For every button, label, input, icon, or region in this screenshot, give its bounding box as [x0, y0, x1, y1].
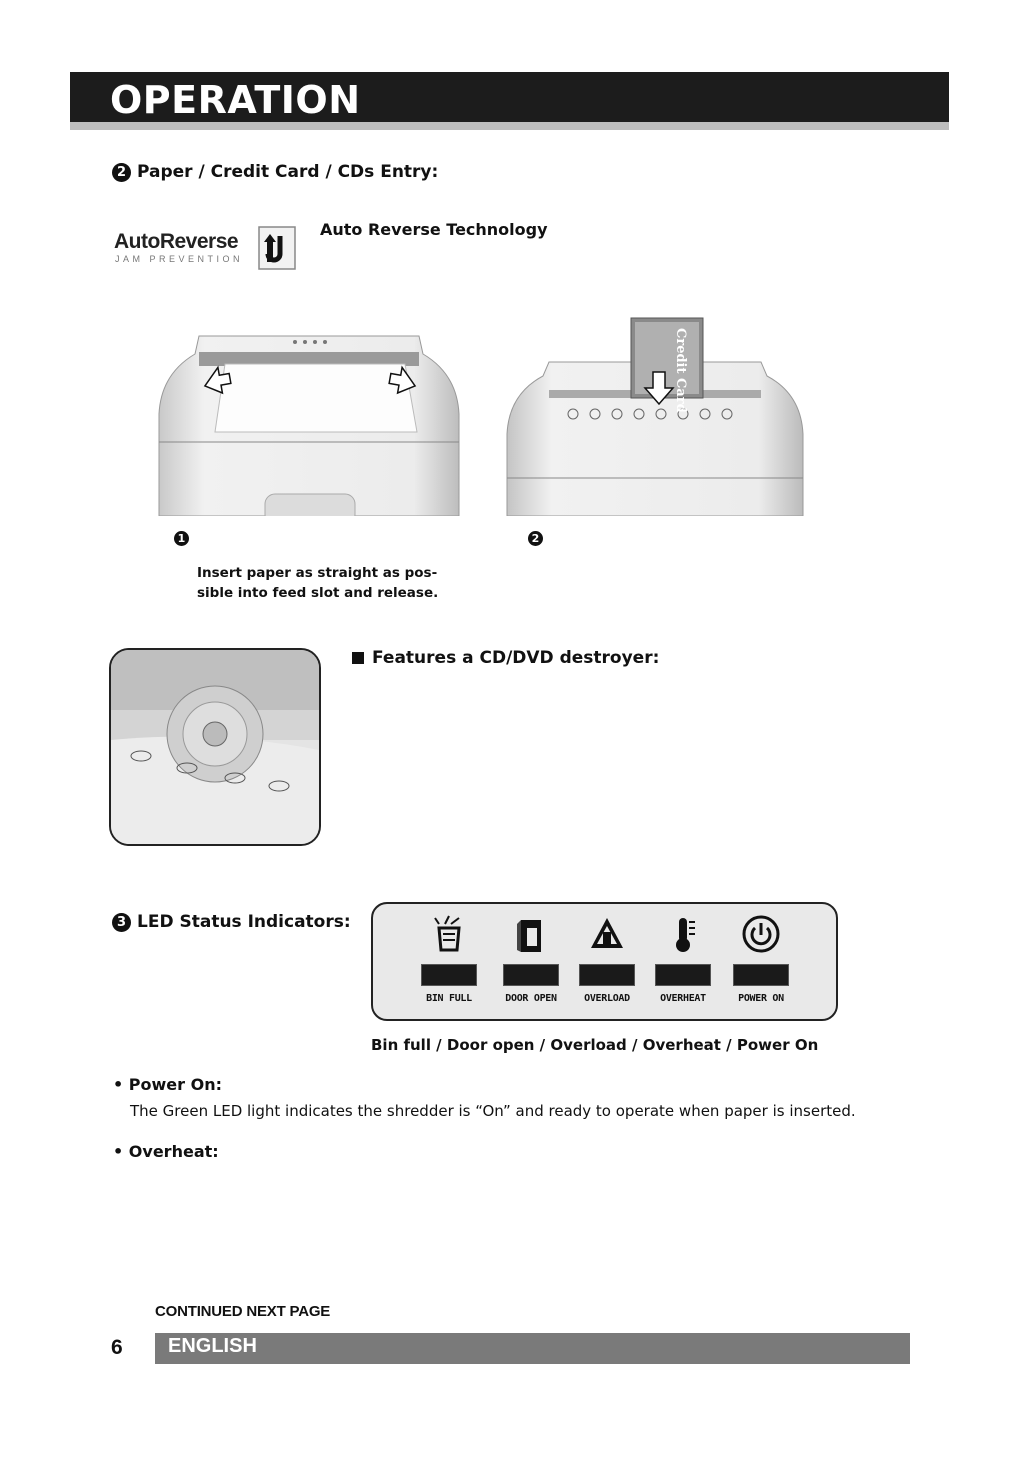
cd-slot-image: [109, 648, 321, 846]
overload-icon: [587, 914, 627, 954]
bin-full-icon: [429, 914, 469, 954]
page-title: OPERATION: [110, 78, 361, 122]
led-indicator: [579, 964, 635, 986]
shredder-paper-image: [155, 334, 463, 516]
led-indicator: [655, 964, 711, 986]
led-label: OVERLOAD: [584, 993, 630, 1004]
section-3-title: [112, 912, 351, 932]
auto-reverse-logo: [110, 226, 300, 272]
continued-next-page: CONTINUED NEXT PAGE: [155, 1303, 331, 1320]
credit-card-text: Credit Card: [673, 328, 688, 413]
step-1-caption-line-1: Insert paper as straight as pos-: [197, 565, 438, 581]
led-overload: [567, 914, 647, 1004]
section-3-heading: LED Status Indicators:: [137, 912, 351, 932]
auto-reverse-heading: Auto Reverse Technology: [320, 220, 548, 239]
led-bin-full: [409, 914, 489, 1004]
power-icon: [741, 914, 781, 954]
led-label: BIN FULL: [426, 993, 472, 1004]
step-1-caption: [197, 563, 438, 603]
led-label: POWER ON: [738, 993, 784, 1004]
led-door-open: [491, 914, 571, 1004]
footer-language: ENGLISH: [168, 1335, 257, 1357]
page-number: 6: [111, 1336, 123, 1359]
step-2-number: 2: [528, 527, 543, 546]
led-label: OVERHEAT: [660, 993, 706, 1004]
section-2-number: 2: [112, 163, 131, 182]
footer-bar: [155, 1333, 910, 1364]
led-indicator: [421, 964, 477, 986]
door-open-icon: [511, 914, 551, 954]
logo-wordmark: AutoReverse: [114, 230, 239, 253]
logo-subtitle: JAM PREVENTION: [115, 254, 244, 264]
led-label: DOOR OPEN: [505, 993, 557, 1004]
logo-badge-icon: [258, 226, 296, 270]
overheat-title: • Overheat:: [113, 1142, 219, 1161]
led-indicator: [503, 964, 559, 986]
step-1-caption-line-2: sible into feed slot and release.: [197, 585, 439, 601]
step-1-number: 1: [174, 527, 189, 546]
led-overheat: [643, 914, 723, 1004]
section-2-heading: Paper / Credit Card / CDs Entry:: [137, 162, 439, 182]
led-power-on: [721, 914, 801, 1004]
shredder-credit-card-image: [505, 314, 805, 516]
cd-feature-heading: Features a CD/DVD destroyer:: [352, 648, 659, 668]
led-status-panel: [371, 902, 838, 1021]
section-2-title: [112, 162, 438, 182]
thermometer-icon: [663, 914, 703, 954]
led-caption: Bin full / Door open / Overload / Overheat / Power On: [371, 1036, 819, 1054]
led-indicator: [733, 964, 789, 986]
section-3-number: 3: [112, 913, 131, 932]
square-bullet-icon: [352, 652, 364, 664]
power-on-text: The Green LED light indicates the shredder is “On” and ready to operate when paper is inserted.: [130, 1102, 856, 1120]
power-on-title: • Power On:: [113, 1075, 222, 1094]
